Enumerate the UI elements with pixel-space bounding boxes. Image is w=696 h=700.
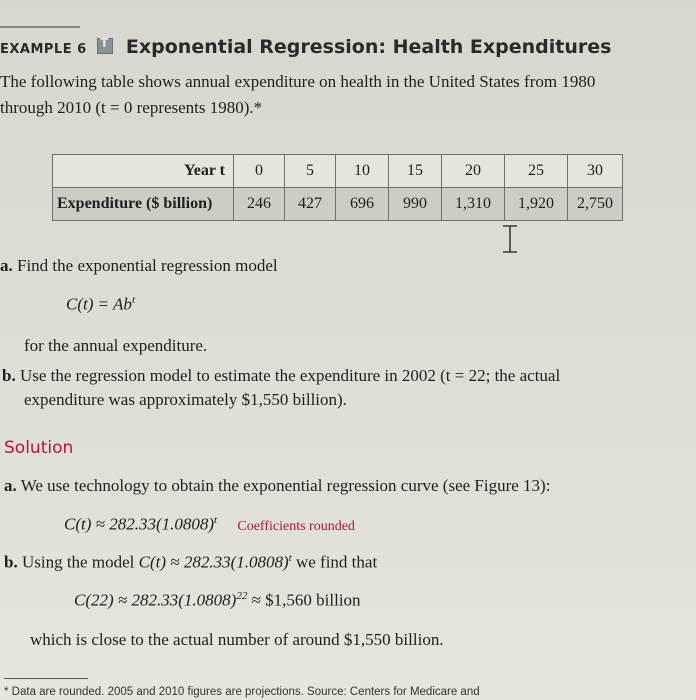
row-label-expenditure: Expenditure ($ billion) <box>53 188 234 221</box>
example-heading <box>0 36 611 58</box>
part-b-question-line-2: expenditure was approximately $1,550 billion). <box>24 390 347 409</box>
text-cursor-icon <box>500 224 520 254</box>
table-cell: 990 <box>389 188 442 221</box>
example-title: Exponential Regression: Health Expenditures <box>125 36 612 58</box>
intro-line-1: The following table shows annual expenditure on health in the United States from 1980 <box>0 72 596 91</box>
table-cell: 15 <box>389 155 442 188</box>
table-cell: 427 <box>285 188 336 221</box>
coefficients-note: Coefficients rounded <box>237 518 355 534</box>
table-cell: 1,310 <box>442 188 505 221</box>
model-formula: $C(t) = Ab^t$ <box>66 294 135 314</box>
table-cell: 30 <box>568 155 623 188</box>
table-cell: 0 <box>234 155 285 188</box>
solution-a-formula: $C(t) \approx 282.33(1.0808)^t$ Coefficients rounded <box>64 514 355 534</box>
table-cell: 1,920 <box>505 188 568 221</box>
table-cell: 246 <box>234 188 285 221</box>
footnote: * Data are rounded. 2005 and 2010 figures are projections. Source: Centers for Medicare and <box>4 686 480 698</box>
table-cell: 20 <box>442 155 505 188</box>
table-cell: 10 <box>336 155 389 188</box>
table-cell: 696 <box>336 188 389 221</box>
part-b-question-line-1: b. Use the regression model to estimate the expenditure in 2002 (t = 22; the actual <box>2 366 561 385</box>
table-cell: 25 <box>505 155 568 188</box>
expenditure-table <box>52 154 623 221</box>
intro-line-2: through 2010 (t = 0 represents 1980).* <box>0 98 263 117</box>
solution-b-formula: $C(22) \approx 282.33(1.0808)^{22}$ ≈ $1,560 billion <box>74 590 361 610</box>
table-row-expenditure <box>53 188 623 221</box>
table-cell: 5 <box>285 155 336 188</box>
solution-conclusion: which is close to the actual number of around $1,550 billion. <box>30 630 444 649</box>
top-rule <box>0 26 80 28</box>
row-label-year: Year t <box>53 155 234 188</box>
table-cell: 2,750 <box>568 188 623 221</box>
table-row-years <box>53 155 623 188</box>
part-a-trail: for the annual expenditure. <box>24 336 208 355</box>
example-label: EXAMPLE 6 <box>0 42 87 57</box>
solution-heading: Solution <box>4 438 74 458</box>
technology-icon <box>97 38 113 54</box>
part-a-question: a. Find the exponential regression model <box>0 256 278 275</box>
solution-b-text: b. Using the model $C(t) \approx 282.33(1.0808)^t$ we find that <box>4 552 378 572</box>
solution-a-text: a. We use technology to obtain the exponential regression curve (see Figure 13): <box>4 476 551 495</box>
footnote-rule <box>4 678 88 679</box>
